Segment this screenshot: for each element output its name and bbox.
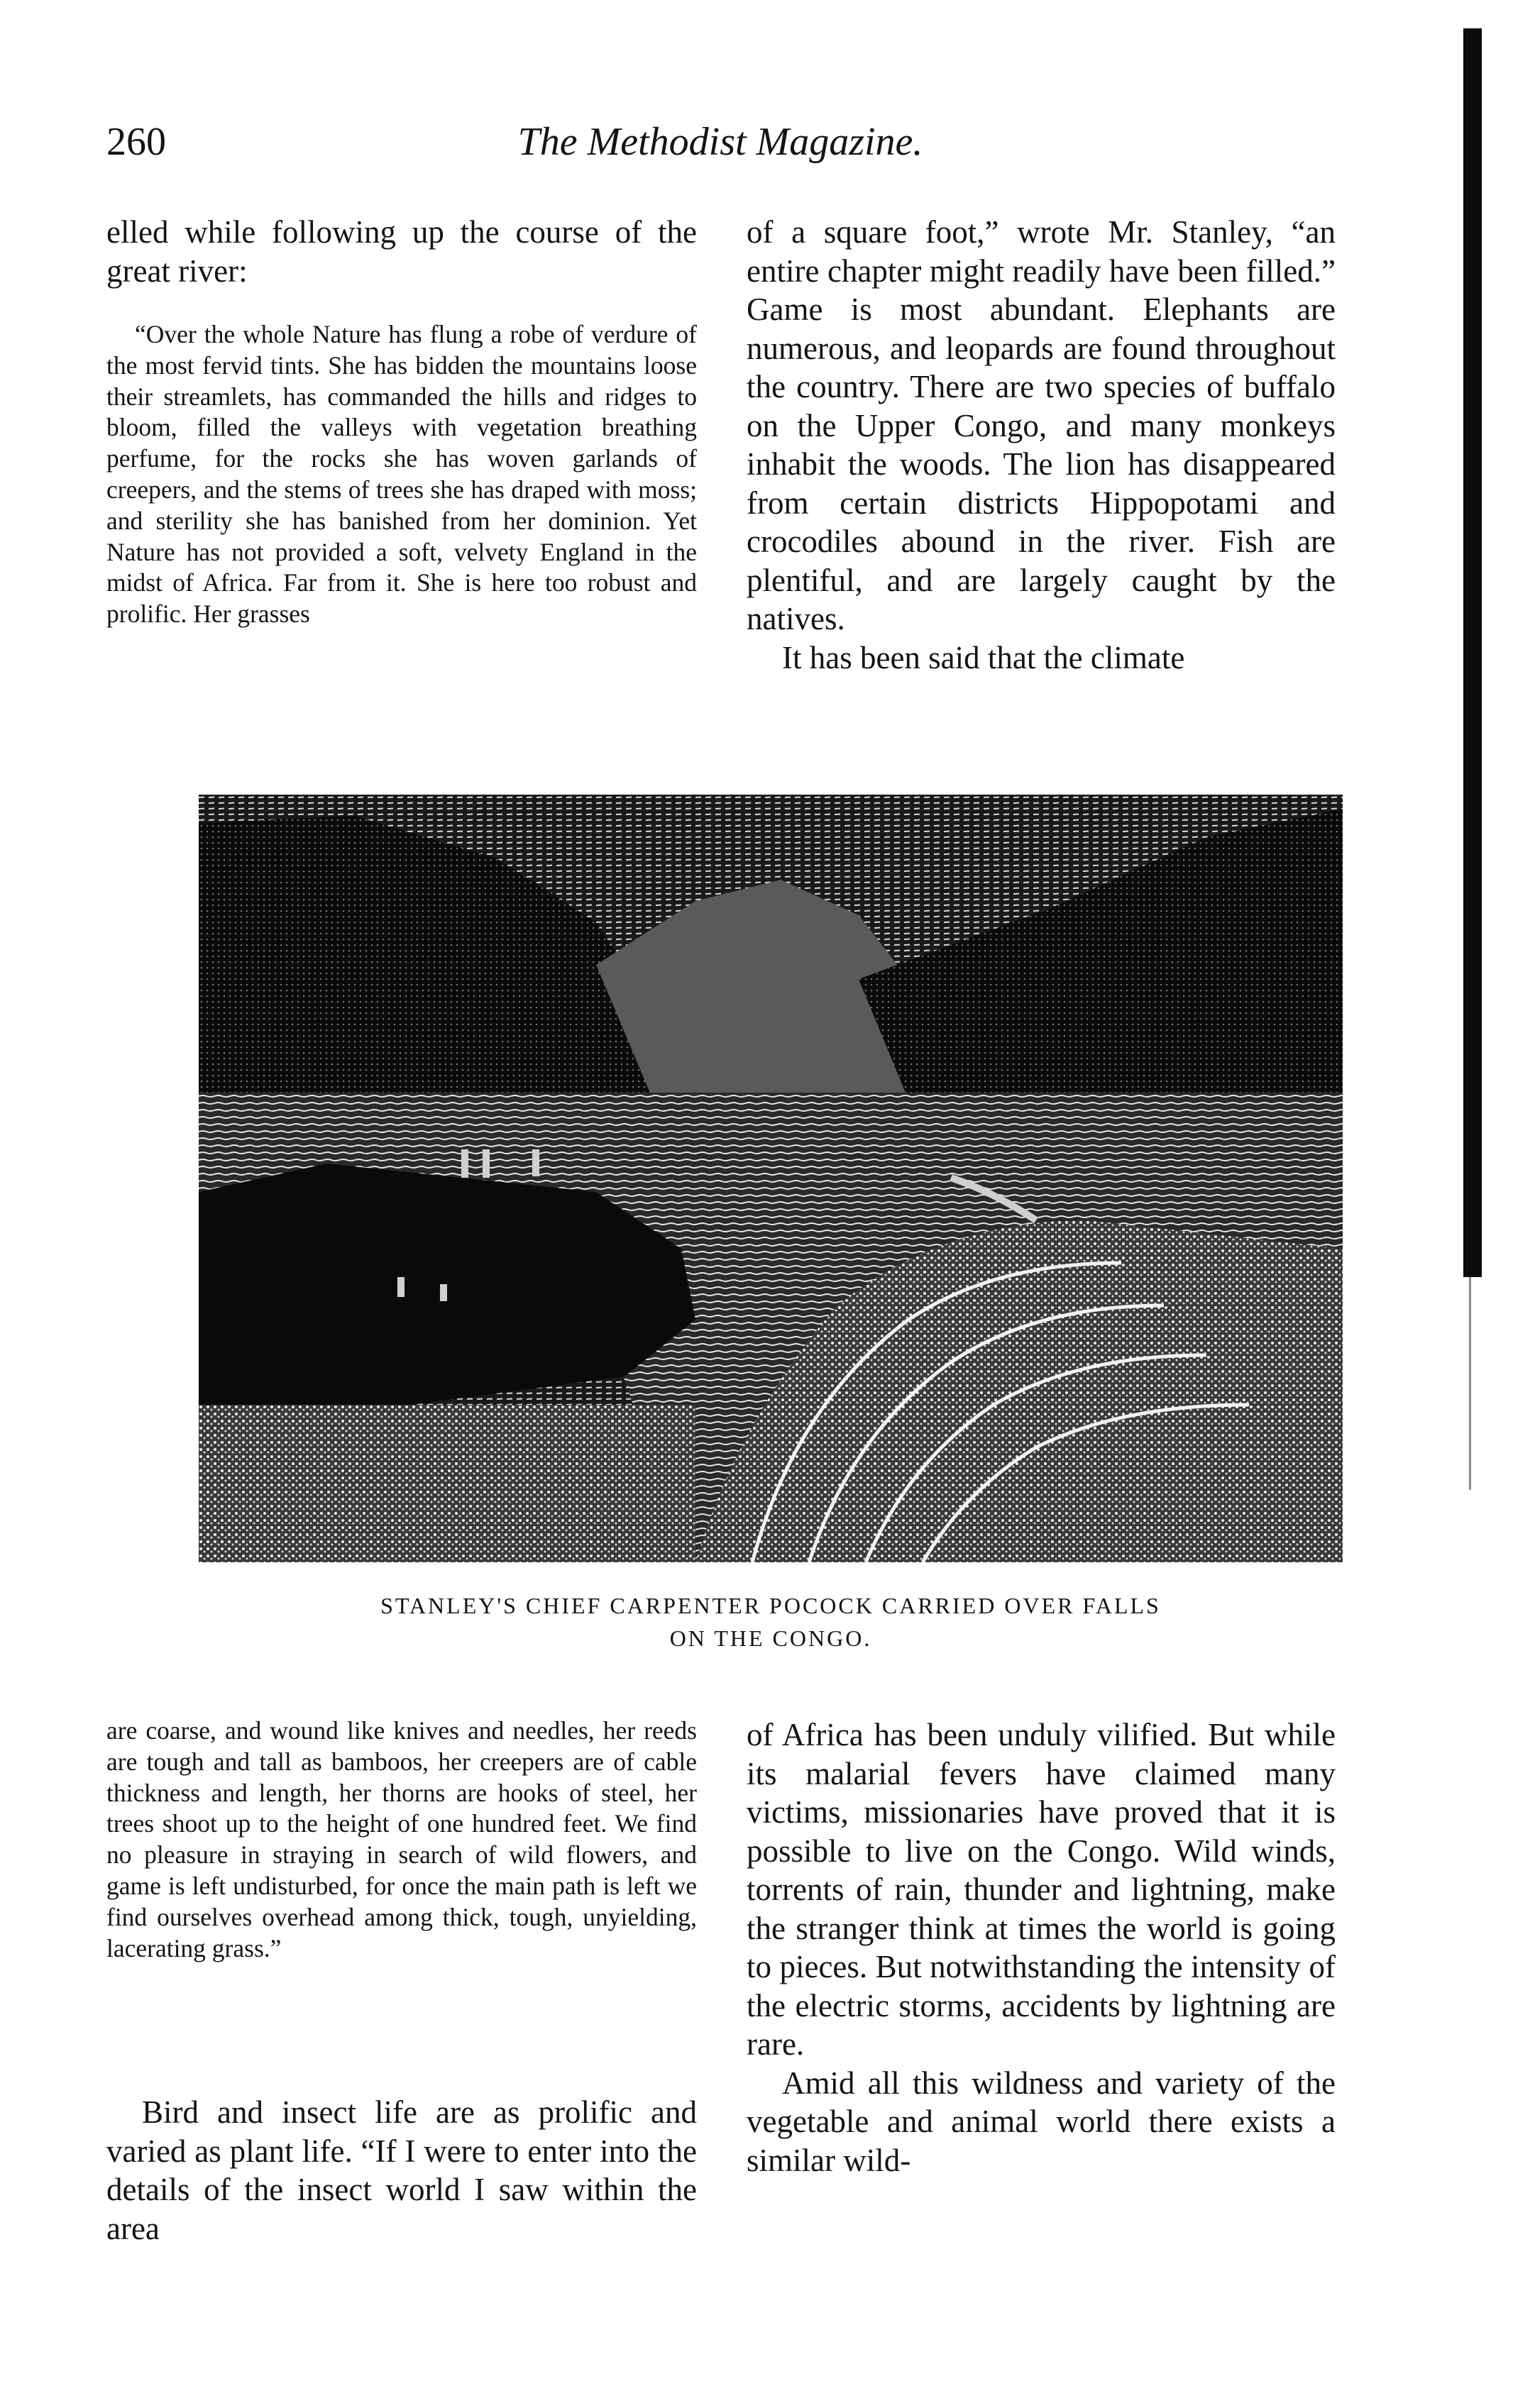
caption-line-2: ON THE CONGO. bbox=[669, 1625, 872, 1651]
page-number: 260 bbox=[106, 120, 166, 164]
top-left-intro bbox=[106, 213, 697, 290]
climate-paragraph-start: It has been said that the climate bbox=[782, 639, 1185, 675]
intro-paragraph: elled while following up the course of the great river: bbox=[106, 214, 697, 289]
running-title: The Methodist Magazine. bbox=[517, 120, 923, 164]
scan-edge-line bbox=[1469, 1277, 1471, 1490]
bottom-right-column bbox=[747, 1716, 1336, 2180]
climate-paragraph-cont: of Africa has been unduly vilified. But while its malarial fevers have claimed many victims, missionaries have proved that it is possible to live on the Congo. Wild winds, torrents of rain, thunder and lightning, make the stranger think at times the world is going to pieces. But notwithstanding the intensity of the electric storms, accidents by lightning are rare. bbox=[747, 1717, 1336, 2062]
top-left-quote bbox=[106, 319, 697, 630]
page-header bbox=[106, 119, 1334, 176]
wildness-paragraph: Amid all this wildness and variety of the vegetable and animal world there exists a similar wild- bbox=[747, 2065, 1336, 2178]
caption-line-1: STANLEY'S CHIEF CARPENTER POCOCK CARRIED OVER FALLS bbox=[380, 1593, 1161, 1618]
quote-paragraph: “Over the whole Nature has flung a robe of verdure of the most fervid tints. She has bidden the mountains loose their streamlets, has commanded the hills and ridges to bloom, filled the valleys with vegetation breathing perfume, for the rocks she has woven garlands of creepers, and the stems of trees she has draped with moss; and sterility she has banished from her dominion. Yet Nature has not provided a soft, velvety England in the midst of Africa. Far from it. She is here too robust and prolific. Her grasses bbox=[106, 320, 697, 629]
quote-continuation: are coarse, and wound like knives and needles, her reeds are tough and tall as bamboos, her creepers are of cable thickness and length, her thorns are hooks of steel, her trees shoot up to the height of one hundred feet. We find no pleasure in straying in search of wild flowers, and game is left undisturbed, for once the main path is left we find ourselves overhead among thick, tough, unyielding, lacerating grass.” bbox=[106, 1716, 697, 1962]
bird-insect-paragraph: Bird and insect life are as prolific and varied as plant life. “If I were to enter into the details of the insect world I saw within the area bbox=[106, 2094, 697, 2246]
figure-caption bbox=[199, 1589, 1343, 1655]
bottom-left-column bbox=[106, 2093, 697, 2248]
bottom-left-quote bbox=[106, 1716, 697, 1964]
engraving-congo-falls bbox=[199, 795, 1343, 1562]
wildlife-paragraph: of a square foot,” wrote Mr. Stanley, “an entire chapter might readily have been filled.” Game is most abundant. Elephants are numerous, and leopards are found throughout the country. There are two species of buffalo on the Upper Congo, and many monkeys inhabit the woods. The lion has disappeared from certain districts Hippopotami and crocodiles abound in the river. Fish are plentiful, and are largely caught by the natives. bbox=[747, 214, 1336, 636]
top-right-column bbox=[747, 213, 1336, 677]
scan-edge-bar bbox=[1463, 28, 1482, 1277]
